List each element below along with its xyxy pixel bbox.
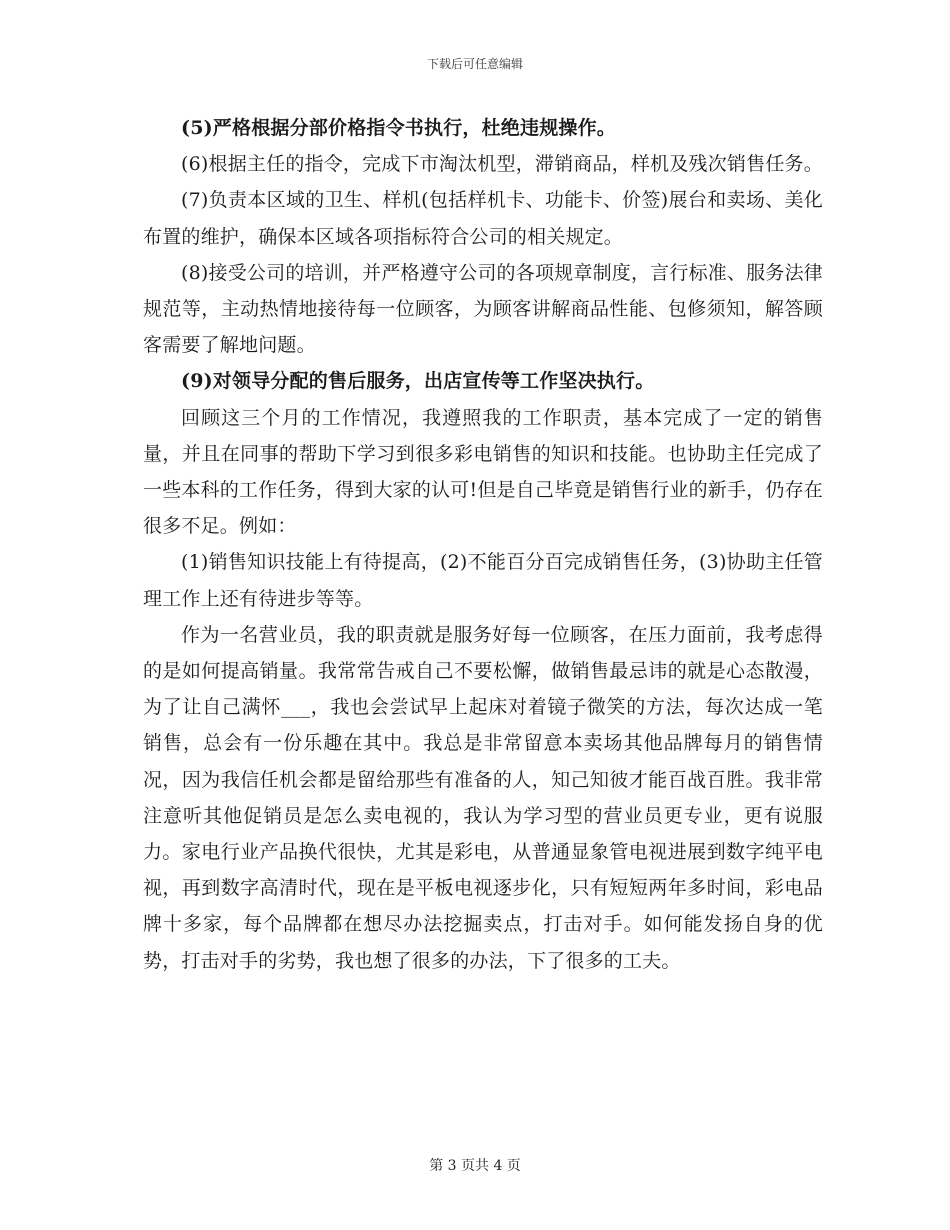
document-body xyxy=(143,110,823,979)
page-header: 下载后可任意编辑 xyxy=(426,57,523,71)
paragraph-item-6: (6)根据主任的指令，完成下市淘汰机型，滞销商品，样机及残次销售任务。 xyxy=(181,153,823,176)
page-footer: 第 3 页共 4 页 xyxy=(429,1158,521,1174)
paragraph-reflection: 作为一名营业员，我的职责就是服务好每一位顾客，在压力面前，我考虑得的是如何提高销量。我常常告戒自己不要松懈，做销售最忌讳的就是心态散漫，为了让自己满怀___，我也会尝试早上起床对着镜子微笑的方法，每次达成一笔销售，总会有一份乐趣在其中。我总是非常留意本卖场其他品牌每月的销售情况，因为我信任机会都是留给那些有准备的人，知己知彼才能百战百胜。我非常注意听其他促销员是怎么卖电视的，我认为学习型的营业员更专业，更有说服力。家电行业产品换代很快，尤其是彩电，从普通显象管电视进展到数字纯平电视，再到数字高清时代，现在是平板电视逐步化，只有短短两年多时间，彩电品牌十多家，每个品牌都在想尽办法挖掘卖点，打击对手。如何能发扬自身的优势，打击对手的劣势，我也想了很多的办法，下了很多的工夫。 xyxy=(143,623,823,972)
paragraph-item-8: (8)接受公司的培训，并严格遵守公司的各项规章制度，言行标准、服务法律规范等，主动热情地接待每一位顾客，为顾客讲解商品性能、包修须知，解答顾客需要了解地问题。 xyxy=(143,261,823,357)
paragraph-shortcomings: (1)销售知识技能上有待提高，(2)不能百分百完成销售任务，(3)协助主任管理工作上还有待进步等等。 xyxy=(143,551,823,610)
paragraph-item-5: (5)严格根据分部价格指令书执行，杜绝违规操作。 xyxy=(181,117,617,139)
paragraph-item-7: (7)负责本区域的卫生、样机(包括样机卡、功能卡、价签)展台和卖场、美化布置的维护，确保本区域各项指标符合公司的相关规定。 xyxy=(143,189,823,248)
paragraph-item-9: (9)对领导分配的售后服务，出店宣传等工作坚决执行。 xyxy=(181,370,655,393)
paragraph-review: 回顾这三个月的工作情况，我遵照我的工作职责，基本完成了一定的销售量，并且在同事的帮助下学习到很多彩电销售的知识和技能。也协助主任完成了一些本科的工作任务，得到大家的认可!但是自己毕竟是销售行业的新手，仍存在很多不足。例如： xyxy=(143,406,823,538)
